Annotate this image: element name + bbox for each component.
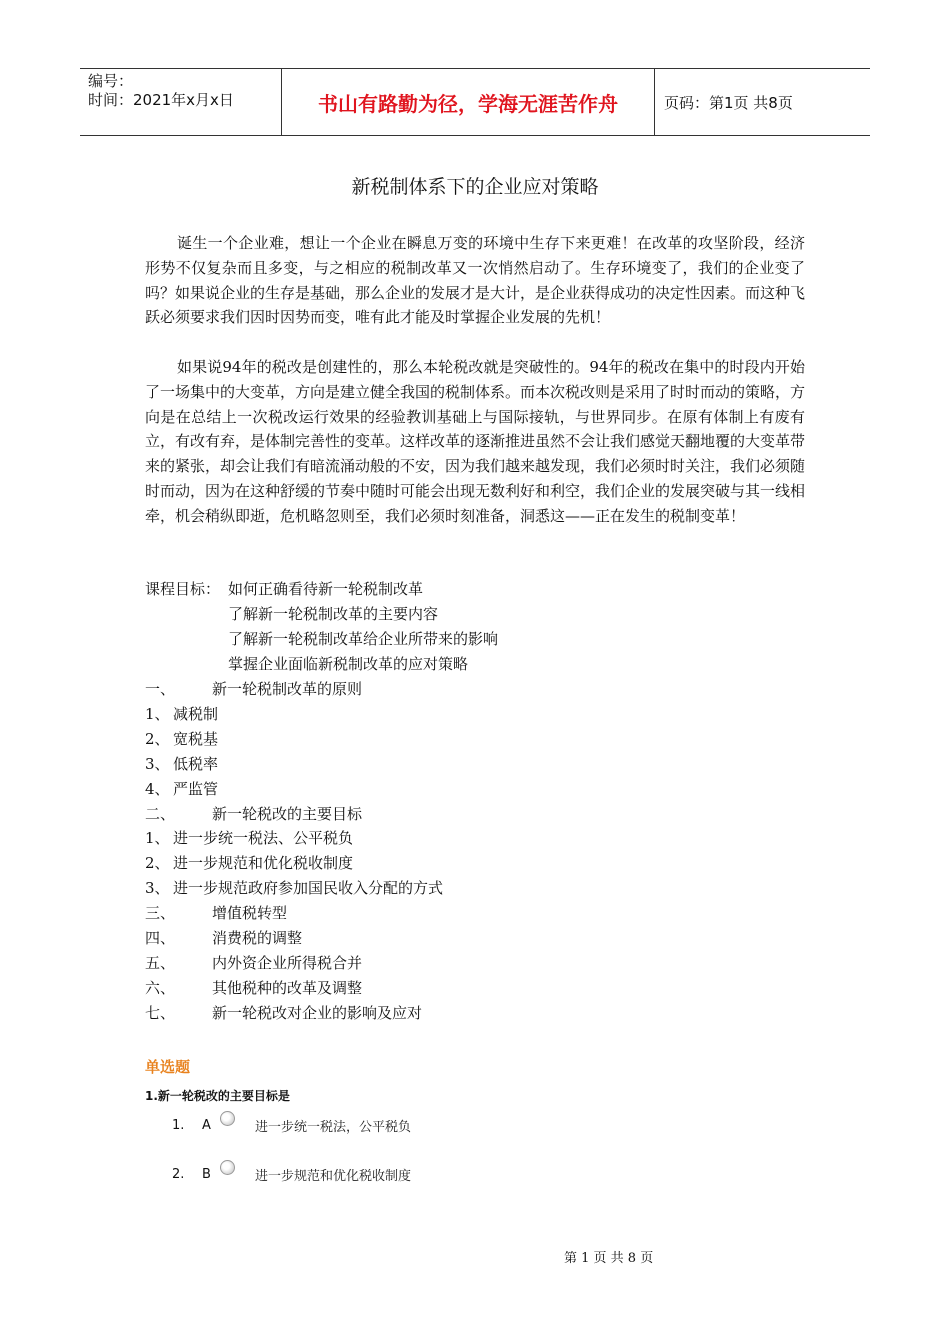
option-number: 2. (172, 1167, 185, 1182)
outline-text: 新一轮税制改革的原则 (212, 680, 363, 698)
outline-marker: 4、 (145, 779, 170, 798)
outline-text: 严监管 (173, 779, 219, 798)
header-page-info (655, 69, 870, 135)
outline-marker: 五、 (145, 953, 176, 972)
outline-text: 进一步规范和优化税收制度 (173, 854, 354, 873)
option-letter: B (202, 1167, 211, 1182)
header-meta (80, 69, 281, 135)
page-footer: 第 1 页 共 8 页 (564, 1251, 654, 1266)
outline-marker: 二、 (145, 804, 176, 823)
outline-text: 进一步规范政府参加国民收入分配的方式 (173, 879, 444, 898)
outline-text: 低税率 (173, 754, 219, 773)
outline-text: 进一步统一税法、公平税负 (173, 829, 354, 848)
motto-text: 书山有路勤为径，学海无涯苦作舟 (318, 91, 618, 116)
radio-icon[interactable] (220, 1160, 235, 1175)
objective-item: 如何正确看待新一轮税制改革 (228, 580, 424, 598)
outline-marker: 2、 (145, 729, 170, 748)
quiz-option-b[interactable] (172, 1165, 411, 1184)
time-label: 时间：2021年x月x日 (88, 91, 234, 109)
outline-text: 新一轮税改对企业的影响及应对 (212, 1003, 423, 1022)
quiz-question: 1.新一轮税改的主要目标是 (145, 1089, 290, 1103)
objective-item: 掌握企业面临新税制改革的应对策略 (228, 655, 469, 673)
header-motto (281, 69, 655, 135)
outline-marker: 1、 (145, 704, 170, 723)
outline-marker: 三、 (145, 904, 176, 923)
objective-item: 了解新一轮税制改革的主要内容 (228, 605, 439, 623)
outline-marker: 3、 (145, 879, 170, 898)
page-info-text: 页码：第1页 共8页 (664, 93, 793, 112)
page-title: 新税制体系下的企业应对策略 (351, 176, 599, 198)
outline-text: 内外资企业所得税合并 (212, 953, 363, 972)
outline-marker: 六、 (145, 978, 176, 997)
radio-icon[interactable] (220, 1111, 235, 1126)
header-table (80, 68, 870, 136)
option-letter: A (202, 1118, 211, 1133)
outline-text: 增值税转型 (212, 904, 288, 923)
outline-marker: 1、 (145, 829, 170, 848)
option-number: 1. (172, 1118, 185, 1133)
outline-marker: 一、 (145, 680, 176, 698)
outline-text: 减税制 (173, 704, 219, 723)
quiz-heading: 单选题 (145, 1058, 191, 1076)
outline-marker: 七、 (145, 1003, 176, 1022)
quiz-option-a[interactable] (172, 1116, 411, 1135)
outline-marker: 2、 (145, 854, 170, 873)
outline-marker: 四、 (145, 929, 176, 947)
paragraph-1: 诞生一个企业难，想让一个企业在瞬息万变的环境中生存下来更难！在改革的攻坚阶段，经济形势不仅复杂而且多变，与之相应的税制改革又一次悄然启动了。生存环境变了，我们的企业变了吗？如果说企业的生存是基础，那么企业的发展才是大计，是企业获得成功的决定性因素。而这种飞跃必须要求我们因时因势而变，唯有此才能及时掌握企业发展的先机！ (145, 234, 806, 327)
option-text: 进一步统一税法，公平税负 (255, 1120, 412, 1135)
option-text: 进一步规范和优化税收制度 (255, 1169, 412, 1184)
outline-text: 消费税的调整 (212, 929, 303, 947)
outline-text: 新一轮税改的主要目标 (212, 804, 363, 823)
objectives-label: 课程目标： (145, 580, 221, 598)
outline-text: 宽税基 (173, 729, 219, 748)
objective-item: 了解新一轮税制改革给企业所带来的影响 (228, 630, 499, 648)
paragraph-2: 如果说94年的税改是创建性的，那么本轮税改就是突破性的。94年的税改在集中的时段内开始了一场集中的大变革，方向是建立健全我国的税制体系。而本次税改则是采用了时时而动的策略，方向是在总结上一次税改运行效果的经验教训基础上与国际接轨，与世界同步。在原有体制上有废有立，有改有弃，是体制完善性的变革。这样改革的逐渐推进虽然不会让我们感觉天翻地覆的大变革带来的紧张，却会让我们有暗流涌动般的不安，因为我们越来越发现，我们必须时时关注，我们必须随时而动，因为在这种舒缓的节奏中随时可能会出现无数利好和利空，我们企业的发展突破与其一线相牵，机会稍纵即逝，危机略忽则至，我们必须时刻准备，洞悉这——正在发生的税制变革！ (145, 358, 806, 525)
number-label: 编号： (88, 72, 134, 90)
outline-marker: 3、 (145, 754, 170, 773)
outline-text: 其他税种的改革及调整 (212, 978, 363, 997)
